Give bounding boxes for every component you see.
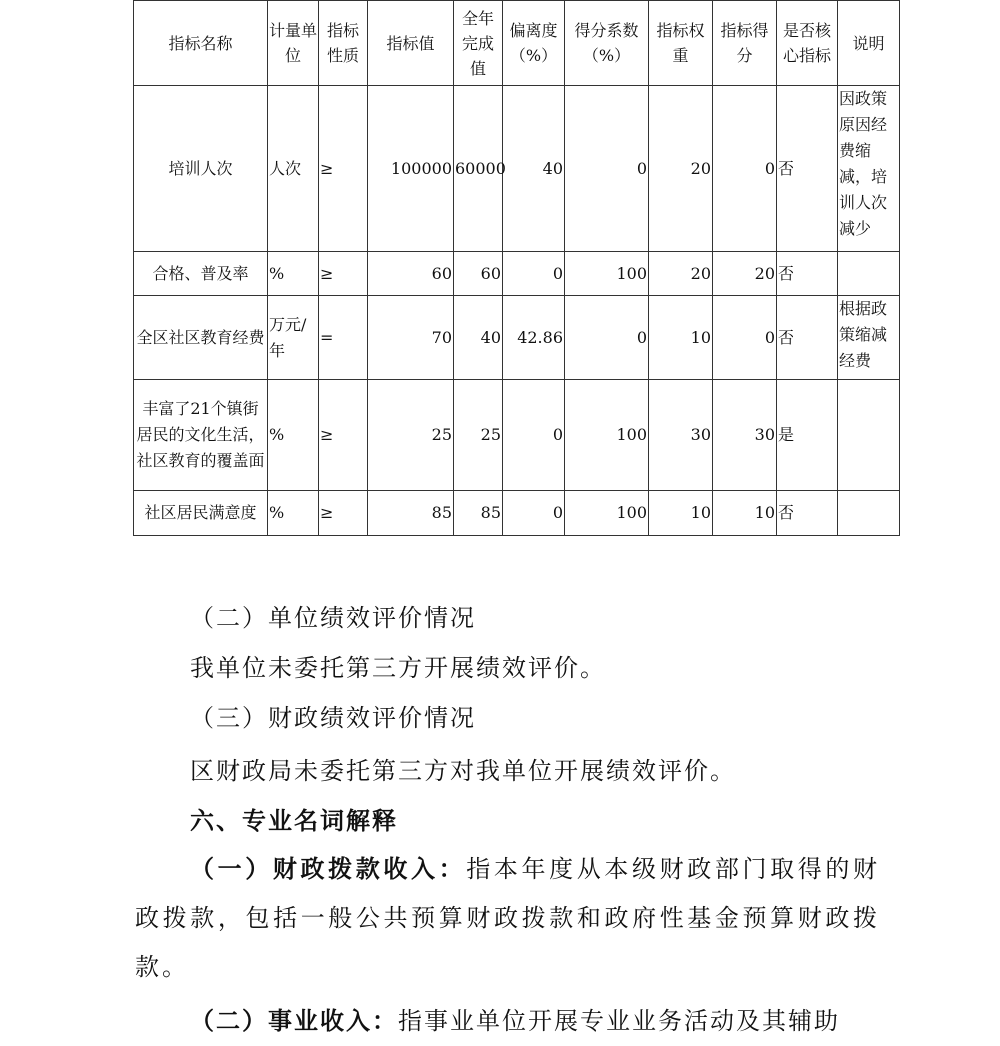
target-value: 25 xyxy=(368,380,454,491)
coefficient: 0 xyxy=(565,296,649,380)
header-cell: 指标名称 xyxy=(134,1,268,86)
table-header-row xyxy=(134,1,900,86)
nature: ≥ xyxy=(319,86,368,252)
header-cell: 全年完成值 xyxy=(454,1,503,86)
score: 0 xyxy=(713,86,777,252)
indicator-name: 丰富了21个镇街居民的文化生活，社区教育的覆盖面 xyxy=(134,380,268,491)
section-2-text: 我单位未委托第三方开展绩效评价。 xyxy=(190,654,606,682)
deviation: 0 xyxy=(503,491,565,536)
nature: ≥ xyxy=(319,380,368,491)
weight: 20 xyxy=(649,86,713,252)
coefficient: 100 xyxy=(565,380,649,491)
deviation: 40 xyxy=(503,86,565,252)
actual-value: 85 xyxy=(454,491,503,536)
term-2-label: （二）事业收入： xyxy=(190,1006,398,1035)
target-value: 100000 xyxy=(368,86,454,252)
term-1-text: 指本年度从本级财政部门取得的财政拨款，包括一般公共预算财政拨款和政府性基金预算财政拨款。 xyxy=(135,855,880,981)
coefficient: 100 xyxy=(565,491,649,536)
term-1-label: （一）财政拨款收入： xyxy=(190,854,467,883)
header-cell: 说明 xyxy=(838,1,900,86)
note: 因政策原因经费缩减，培训人次减少 xyxy=(838,86,900,252)
deviation: 0 xyxy=(503,380,565,491)
actual-value: 25 xyxy=(454,380,503,491)
indicator-name: 合格、普及率 xyxy=(134,252,268,296)
unit: 人次 xyxy=(268,86,319,252)
weight: 10 xyxy=(649,296,713,380)
deviation: 42.86 xyxy=(503,296,565,380)
indicator-name: 社区居民满意度 xyxy=(134,491,268,536)
nature: = xyxy=(319,296,368,380)
coefficient: 0 xyxy=(565,86,649,252)
deviation: 0 xyxy=(503,252,565,296)
section-2-heading: （二）单位绩效评价情况 xyxy=(190,604,476,632)
header-cell: 偏离度（%） xyxy=(503,1,565,86)
actual-value: 40 xyxy=(454,296,503,380)
weight: 10 xyxy=(649,491,713,536)
table-row xyxy=(134,252,900,296)
core-indicator: 是 xyxy=(777,380,838,491)
table-row xyxy=(134,491,900,536)
note: 根据政策缩减经费 xyxy=(838,296,900,380)
indicator-name: 全区社区教育经费 xyxy=(134,296,268,380)
performance-indicator-table xyxy=(133,0,900,536)
target-value: 70 xyxy=(368,296,454,380)
table-row xyxy=(134,296,900,380)
header-cell: 指标得分 xyxy=(713,1,777,86)
unit: % xyxy=(268,491,319,536)
section-3-text: 区财政局未委托第三方对我单位开展绩效评价。 xyxy=(190,757,736,785)
header-cell: 计量单位 xyxy=(268,1,319,86)
nature: ≥ xyxy=(319,491,368,536)
header-cell: 指标值 xyxy=(368,1,454,86)
core-indicator: 否 xyxy=(777,252,838,296)
unit: % xyxy=(268,252,319,296)
term-1-paragraph xyxy=(135,844,880,992)
coefficient: 100 xyxy=(565,252,649,296)
core-indicator: 否 xyxy=(777,491,838,536)
score: 30 xyxy=(713,380,777,491)
chapter-6-heading: 六、专业名词解释 xyxy=(190,806,398,835)
actual-value: 60 xyxy=(454,252,503,296)
note xyxy=(838,252,900,296)
core-indicator: 否 xyxy=(777,296,838,380)
indicator-name: 培训人次 xyxy=(134,86,268,252)
note xyxy=(838,380,900,491)
weight: 20 xyxy=(649,252,713,296)
score: 0 xyxy=(713,296,777,380)
table-row xyxy=(134,380,900,491)
unit: % xyxy=(268,380,319,491)
score: 10 xyxy=(713,491,777,536)
score: 20 xyxy=(713,252,777,296)
target-value: 60 xyxy=(368,252,454,296)
target-value: 85 xyxy=(368,491,454,536)
actual-value: 60000 xyxy=(454,86,503,252)
header-cell: 得分系数（%） xyxy=(565,1,649,86)
nature: ≥ xyxy=(319,252,368,296)
header-cell: 是否核心指标 xyxy=(777,1,838,86)
weight: 30 xyxy=(649,380,713,491)
unit: 万元/年 xyxy=(268,296,319,380)
term-2-text: 指事业单位开展专业业务活动及其辅助 xyxy=(398,1007,840,1035)
table-row xyxy=(134,86,900,252)
term-2-paragraph xyxy=(190,996,840,1046)
header-cell: 指标权重 xyxy=(649,1,713,86)
header-cell: 指标性质 xyxy=(319,1,368,86)
note xyxy=(838,491,900,536)
section-3-heading: （三）财政绩效评价情况 xyxy=(190,704,476,732)
core-indicator: 否 xyxy=(777,86,838,252)
